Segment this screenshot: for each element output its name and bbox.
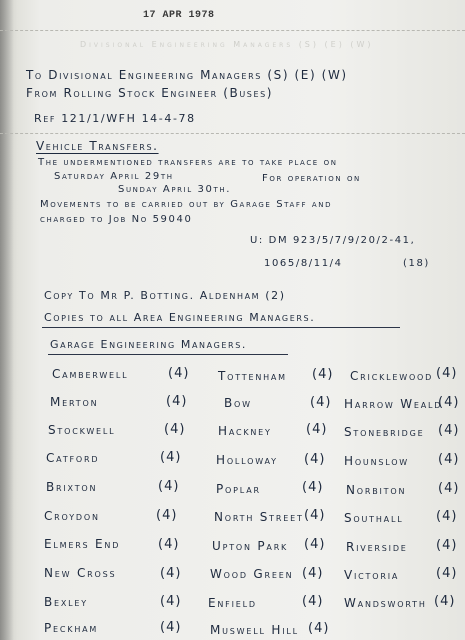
garage-name: Enfield [208,596,257,610]
from-line: From Rolling Stock Engineer (Buses) [26,86,274,100]
garage-name: Muswell Hill [210,623,299,637]
garage-name: Camberwell [52,367,129,381]
garage-count: (4) [156,508,178,523]
garage-name: Upton Park [212,539,289,553]
garage-count: (4) [434,594,456,609]
garage-count: (4) [304,508,326,523]
garage-name: Stockwell [48,423,116,437]
garage-count: (4) [436,538,458,553]
garage-name: Peckham [44,621,99,635]
garage-count: (4) [302,594,324,609]
garage-count: (4) [310,395,332,410]
body-line-1: The undermentioned transfers are to take place on [38,157,338,168]
garage-name: Wandsworth [344,596,427,610]
garage-name: New Cross [44,566,117,580]
garage-count: (4) [164,422,186,437]
garage-name: Poplar [216,482,261,496]
garage-count: (4) [160,620,182,635]
garage-name: Bow [224,396,252,410]
garage-count: (4) [168,366,190,381]
garage-count: (4) [306,422,328,437]
garage-name: Harrow Weald [344,397,443,411]
garage-heading: Garage Engineering Managers. [50,338,247,351]
body-line-2b: For operation on [262,173,361,184]
fleet-numbers-count: (18) [403,258,430,269]
garage-name: Southall [344,511,404,525]
garage-name: Tottenham [218,369,287,383]
body-line-2a: Saturday April 29th [54,171,174,182]
garage-count: (4) [438,395,460,410]
body-line-3: Sunday April 30th. [118,184,231,195]
garage-count: (4) [438,452,460,467]
garage-name: Merton [50,395,99,409]
garage-count: (4) [160,450,182,465]
copies-to-line: Copies to all Area Engineering Managers. [44,311,316,324]
garage-count: (4) [436,366,458,381]
body-line-5: charged to Job No 59040 [40,214,193,225]
garage-count: (4) [436,509,458,524]
garage-count: (4) [308,621,330,636]
garage-name: Elmers End [44,537,121,551]
garage-count: (4) [160,566,182,581]
faint-header-ghost: Divisional Engineering Managers (S) (E) (W) [80,40,374,49]
garage-name: Wood Green [210,567,294,581]
garage-name: Cricklewood [350,369,434,383]
garage-count: (4) [160,594,182,609]
garage-count: (4) [158,537,180,552]
perforation-line [0,30,465,31]
garage-name: Riverside [346,540,408,554]
garage-count: (4) [304,452,326,467]
garage-count: (4) [438,423,460,438]
garage-count: (4) [436,566,458,581]
garage-name: Hackney [218,424,272,438]
garage-name: Norbiton [346,483,407,497]
garage-name: Holloway [216,453,278,467]
garage-name: North Street [214,510,304,524]
to-line: To Divisional Engineering Managers (S) (E) (W) [26,68,348,82]
garage-count: (4) [302,566,324,581]
garage-name: Victoria [344,568,400,582]
garage-name: Hounslow [344,454,410,468]
garage-count: (4) [158,479,180,494]
body-line-4: Movements to be carried out by Garage Staff and [40,199,333,210]
garage-count: (4) [166,394,188,409]
garage-name: Brixton [46,480,98,494]
divider-line [0,133,465,134]
date-stamp: 17 APR 1978 [143,10,215,21]
fleet-numbers-line-2: 1065/8/11/4 [264,258,343,269]
reference-line: Ref 121/1/WFH 14-4-78 [34,112,196,125]
garage-count: (4) [302,480,324,495]
garage-name: Catford [46,451,100,465]
scan-shadow [0,0,14,640]
garage-count: (4) [438,481,460,496]
fleet-numbers-line-1: U: DM 923/5/7/9/20/2-41, [250,235,416,246]
garage-count: (4) [304,537,326,552]
copies-underline [42,327,400,328]
garage-count: (4) [312,367,334,382]
garage-name: Croydon [44,509,100,523]
garage-name: Stonebridge [344,425,425,439]
garage-heading-underline [48,354,288,355]
garage-name: Bexley [44,595,88,609]
subject-heading: Vehicle Transfers. [36,139,159,153]
copy-to-line: Copy To Mr P. Botting. Aldenham (2) [44,289,286,302]
